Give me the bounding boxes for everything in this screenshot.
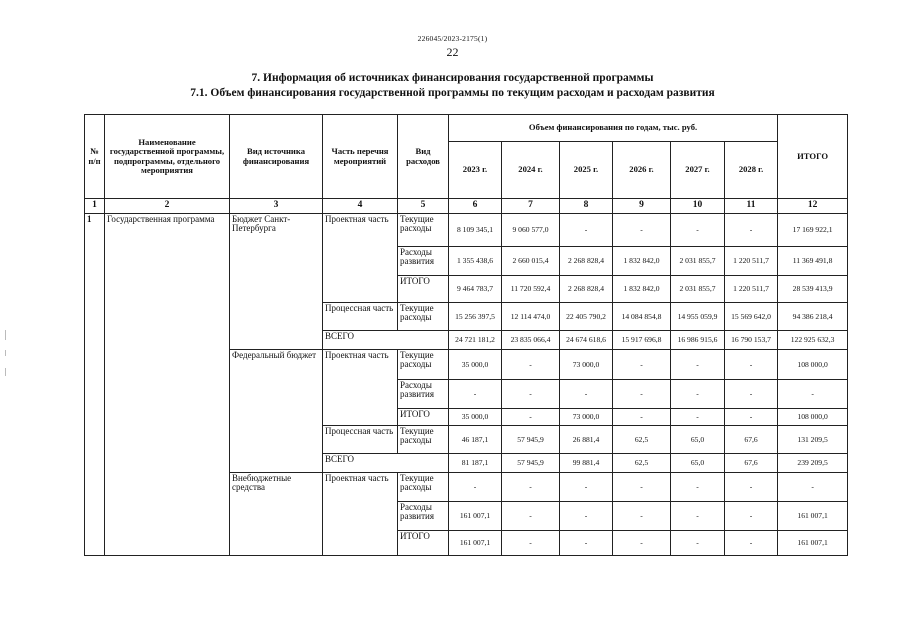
column-number: 1 <box>85 199 105 214</box>
header-year: 2028 г. <box>725 142 778 199</box>
value-cell: - <box>560 473 613 502</box>
margin-mark <box>5 350 6 356</box>
total-cell: 161 007,1 <box>778 531 848 556</box>
value-cell: - <box>560 380 613 409</box>
value-cell: 14 084 854,8 <box>613 303 671 331</box>
margin-mark <box>5 330 6 340</box>
value-cell: - <box>502 350 560 380</box>
value-cell: 24 674 618,6 <box>560 331 613 350</box>
value-cell: - <box>725 350 778 380</box>
column-number: 9 <box>613 199 671 214</box>
column-number: 6 <box>449 199 502 214</box>
value-cell: - <box>502 531 560 556</box>
value-cell: - <box>613 409 671 426</box>
part-process: Процессная часть <box>323 426 398 454</box>
column-number: 10 <box>671 199 725 214</box>
total-cell: - <box>778 380 848 409</box>
header-row <box>85 115 848 142</box>
value-cell: 67,6 <box>725 426 778 454</box>
value-cell: 2 031 855,7 <box>671 276 725 303</box>
value-cell: - <box>725 502 778 531</box>
value-cell: - <box>725 214 778 247</box>
header-type: Вид расходов <box>398 115 449 199</box>
row-number: 1 <box>85 214 105 556</box>
value-cell: - <box>725 380 778 409</box>
value-cell: 1 832 842,0 <box>613 276 671 303</box>
value-cell: 8 109 345,1 <box>449 214 502 247</box>
column-number: 11 <box>725 199 778 214</box>
column-number: 8 <box>560 199 613 214</box>
subsection-title: 7.1. Объем финансирования государственной программы по текущим расходам и расходам развития <box>190 87 715 99</box>
part-process: Процессная часть <box>323 303 398 331</box>
value-cell: 26 881,4 <box>560 426 613 454</box>
value-cell: - <box>613 350 671 380</box>
column-numbers-row <box>85 199 848 214</box>
value-cell: 2 660 015,4 <box>502 247 560 276</box>
total-cell: 28 539 413,9 <box>778 276 848 303</box>
value-cell: - <box>671 473 725 502</box>
header-year: 2025 г. <box>560 142 613 199</box>
total-cell: 131 209,5 <box>778 426 848 454</box>
value-cell: 15 569 642,0 <box>725 303 778 331</box>
value-cell: - <box>671 409 725 426</box>
document-number: 226045/2023-2175(1) <box>417 34 488 43</box>
header-year: 2026 г. <box>613 142 671 199</box>
value-cell: 35 000,0 <box>449 409 502 426</box>
total-cell: 239 209,5 <box>778 454 848 473</box>
column-number: 4 <box>323 199 398 214</box>
value-cell: - <box>613 473 671 502</box>
margin-mark <box>5 368 6 376</box>
type-current: Текущие расходы <box>398 350 449 380</box>
value-cell: - <box>560 214 613 247</box>
value-cell: 1 832 842,0 <box>613 247 671 276</box>
program-name: Государственная программа <box>105 214 230 556</box>
header-year: 2023 г. <box>449 142 502 199</box>
value-cell: - <box>671 350 725 380</box>
type-development: Расходы развития <box>398 502 449 531</box>
part-vsego: ВСЕГО <box>323 454 449 473</box>
type-itogo: ИТОГО <box>398 276 449 303</box>
table-row <box>85 214 848 247</box>
part-project: Проектная часть <box>323 214 398 303</box>
type-development: Расходы развития <box>398 380 449 409</box>
type-current: Текущие расходы <box>398 473 449 502</box>
part-project: Проектная часть <box>323 473 398 556</box>
value-cell: 24 721 181,2 <box>449 331 502 350</box>
value-cell: 14 955 059,9 <box>671 303 725 331</box>
type-itogo: ИТОГО <box>398 531 449 556</box>
value-cell: - <box>613 214 671 247</box>
value-cell: - <box>725 531 778 556</box>
value-cell: 2 031 855,7 <box>671 247 725 276</box>
type-current: Текущие расходы <box>398 426 449 454</box>
value-cell: 62,5 <box>613 426 671 454</box>
header-year: 2027 г. <box>671 142 725 199</box>
value-cell: 9 060 577,0 <box>502 214 560 247</box>
value-cell: - <box>502 473 560 502</box>
value-cell: 46 187,1 <box>449 426 502 454</box>
total-cell: 122 925 632,3 <box>778 331 848 350</box>
value-cell: - <box>613 380 671 409</box>
value-cell: 65,0 <box>671 426 725 454</box>
value-cell: 81 187,1 <box>449 454 502 473</box>
value-cell: 65,0 <box>671 454 725 473</box>
total-cell: 161 007,1 <box>778 502 848 531</box>
value-cell: - <box>560 502 613 531</box>
value-cell: 1 220 511,7 <box>725 276 778 303</box>
total-cell: 17 169 922,1 <box>778 214 848 247</box>
value-cell: 99 881,4 <box>560 454 613 473</box>
source-federal: Федеральный бюджет <box>230 350 323 473</box>
value-cell: - <box>613 502 671 531</box>
value-cell: - <box>449 473 502 502</box>
value-cell: - <box>671 214 725 247</box>
total-cell: 11 369 491,8 <box>778 247 848 276</box>
type-current: Текущие расходы <box>398 303 449 331</box>
value-cell: 11 720 592,4 <box>502 276 560 303</box>
value-cell: 57 945,9 <box>502 426 560 454</box>
column-number: 7 <box>502 199 560 214</box>
part-vsego: ВСЕГО <box>323 331 449 350</box>
total-cell: 108 000,0 <box>778 409 848 426</box>
type-development: Расходы развития <box>398 247 449 276</box>
value-cell: 161 007,1 <box>449 531 502 556</box>
type-itogo: ИТОГО <box>398 409 449 426</box>
value-cell: - <box>725 409 778 426</box>
value-cell: - <box>613 531 671 556</box>
value-cell: - <box>502 409 560 426</box>
value-cell: 2 268 828,4 <box>560 276 613 303</box>
section-title: 7. Информация об источниках финансирования государственной программы <box>251 72 654 84</box>
source-spb: Бюджет Санкт-Петербурга <box>230 214 323 350</box>
value-cell: - <box>671 502 725 531</box>
value-cell: - <box>449 380 502 409</box>
value-cell: 67,6 <box>725 454 778 473</box>
value-cell: 23 835 066,4 <box>502 331 560 350</box>
column-number: 12 <box>778 199 848 214</box>
value-cell: - <box>671 531 725 556</box>
total-cell: - <box>778 473 848 502</box>
value-cell: 9 464 783,7 <box>449 276 502 303</box>
value-cell: 15 917 696,8 <box>613 331 671 350</box>
header-part: Часть перечня мероприятий <box>323 115 398 199</box>
value-cell: 1 355 438,6 <box>449 247 502 276</box>
value-cell: 22 405 790,2 <box>560 303 613 331</box>
value-cell: 12 114 474,0 <box>502 303 560 331</box>
value-cell: 35 000,0 <box>449 350 502 380</box>
header-total: ИТОГО <box>778 115 848 199</box>
header-name: Наименование государственной программы, подпрограммы, отдельного мероприятия <box>105 115 230 199</box>
source-extra: Внебюджетные средства <box>230 473 323 556</box>
value-cell: 57 945,9 <box>502 454 560 473</box>
value-cell: 73 000,0 <box>560 350 613 380</box>
header-num: № п/п <box>85 115 105 199</box>
value-cell: - <box>725 473 778 502</box>
page-number: 22 <box>446 45 459 59</box>
value-cell: 1 220 511,7 <box>725 247 778 276</box>
value-cell: 73 000,0 <box>560 409 613 426</box>
value-cell: 16 986 915,6 <box>671 331 725 350</box>
column-number: 5 <box>398 199 449 214</box>
header-source: Вид источника финансирования <box>230 115 323 199</box>
total-cell: 94 386 218,4 <box>778 303 848 331</box>
value-cell: - <box>560 531 613 556</box>
value-cell: - <box>671 380 725 409</box>
total-cell: 108 000,0 <box>778 350 848 380</box>
value-cell: - <box>502 502 560 531</box>
value-cell: 161 007,1 <box>449 502 502 531</box>
column-number: 2 <box>105 199 230 214</box>
value-cell: 62,5 <box>613 454 671 473</box>
type-current: Текущие расходы <box>398 214 449 247</box>
value-cell: 16 790 153,7 <box>725 331 778 350</box>
column-number: 3 <box>230 199 323 214</box>
header-year: 2024 г. <box>502 142 560 199</box>
value-cell: 2 268 828,4 <box>560 247 613 276</box>
financing-table <box>84 114 848 556</box>
value-cell: - <box>502 380 560 409</box>
part-project: Проектная часть <box>323 350 398 426</box>
value-cell: 15 256 397,5 <box>449 303 502 331</box>
header-volume: Объем финансирования по годам, тыс. руб. <box>449 115 778 142</box>
